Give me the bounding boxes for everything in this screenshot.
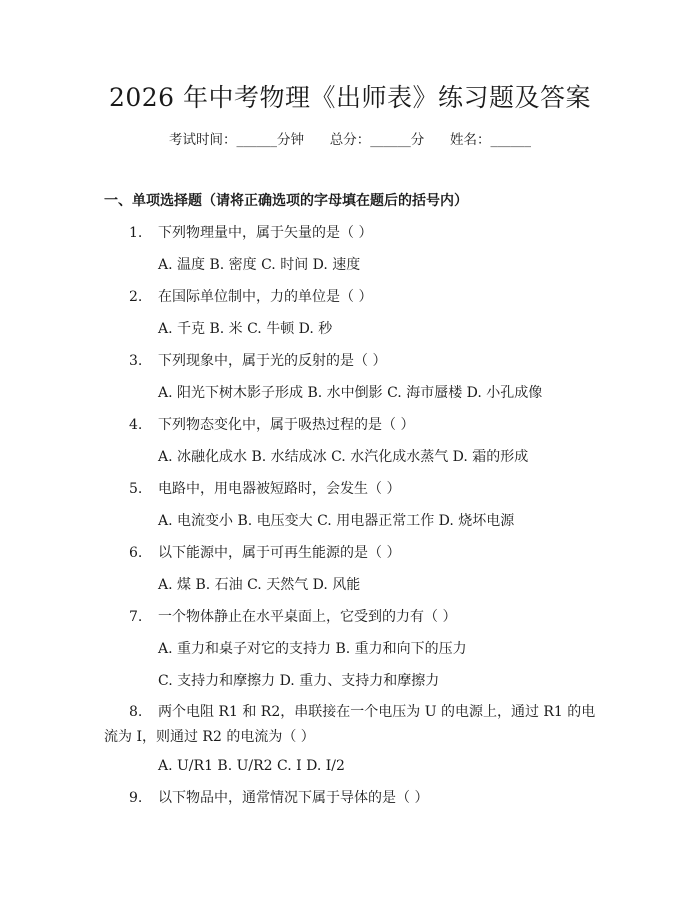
exam-title: 2026 年中考物理《出师表》练习题及答案 (108, 83, 592, 112)
name-blank: ______ (490, 132, 531, 148)
question-2-options: A. 千克 B. 米 C. 牛顿 D. 秒 (158, 321, 333, 337)
question-text: 在国际单位制中，力的单位是（ ） (158, 289, 373, 305)
question-1 (129, 223, 372, 243)
question-number: 6. (129, 545, 143, 561)
question-text: 一个物体静止在水平桌面上，它受到的力有（ ） (158, 609, 457, 625)
question-text: 下列物态变化中，属于吸热过程的是（ ） (158, 417, 415, 433)
question-8 (104, 700, 596, 750)
question-number: 3. (129, 353, 143, 369)
question-4 (129, 415, 414, 435)
question-number: 5. (129, 481, 143, 497)
question-1-options: A. 温度 B. 密度 C. 时间 D. 速度 (158, 257, 361, 273)
score-unit: 分 (410, 132, 425, 148)
question-number: 7. (129, 609, 143, 625)
time-unit: 分钟 (277, 132, 304, 148)
question-3 (129, 351, 386, 371)
question-6-options: A. 煤 B. 石油 C. 天然气 D. 风能 (158, 577, 361, 593)
question-4-options: A. 冰融化成水 B. 水结成冰 C. 水汽化成水蒸气 D. 霜的形成 (158, 449, 529, 465)
question-9 (129, 788, 428, 808)
question-text: 以下物品中，通常情况下属于导体的是（ ） (158, 790, 429, 806)
question-6 (129, 543, 400, 563)
question-text: 下列现象中，属于光的反射的是（ ） (158, 353, 387, 369)
question-number: 1. (129, 225, 143, 241)
score-label: 总分： (329, 132, 371, 148)
question-text: 两个电阻 R1 和 R2，串联接在一个电压为 U 的电源上，通过 R1 的电流为 I，则通过 R2 的电流为（ ） (104, 704, 596, 745)
time-label: 考试时间： (169, 132, 237, 148)
time-blank: ______ (236, 132, 277, 148)
score-blank: ______ (370, 132, 411, 148)
question-5 (129, 479, 400, 499)
question-7-options-line-2: C. 支持力和摩擦力 D. 重力、支持力和摩擦力 (158, 673, 440, 689)
question-5-options: A. 电流变小 B. 电压变大 C. 用电器正常工作 D. 烧坏电源 (158, 513, 515, 529)
question-8-options: A. U/R1 B. U/R2 C. I D. I/2 (158, 758, 345, 774)
question-number: 9. (129, 790, 143, 806)
question-number: 2. (129, 289, 143, 305)
section-title: 一、单项选择题（请将正确选项的字母填在题后的括号内） (104, 193, 468, 209)
question-number: 8. (129, 704, 143, 720)
question-text: 以下能源中，属于可再生能源的是（ ） (158, 545, 401, 561)
question-number: 4. (129, 417, 143, 433)
question-3-options: A. 阳光下树木影子形成 B. 水中倒影 C. 海市蜃楼 D. 小孔成像 (158, 385, 543, 401)
question-7 (129, 607, 456, 627)
name-label: 姓名： (450, 132, 491, 148)
question-2 (129, 287, 372, 307)
exam-meta-line (0, 130, 700, 150)
question-text: 电路中，用电器被短路时，会发生（ ） (158, 481, 401, 497)
question-7-options-line-1: A. 重力和桌子对它的支持力 B. 重力和向下的压力 (158, 641, 467, 657)
question-text: 下列物理量中，属于矢量的是（ ） (158, 225, 373, 241)
